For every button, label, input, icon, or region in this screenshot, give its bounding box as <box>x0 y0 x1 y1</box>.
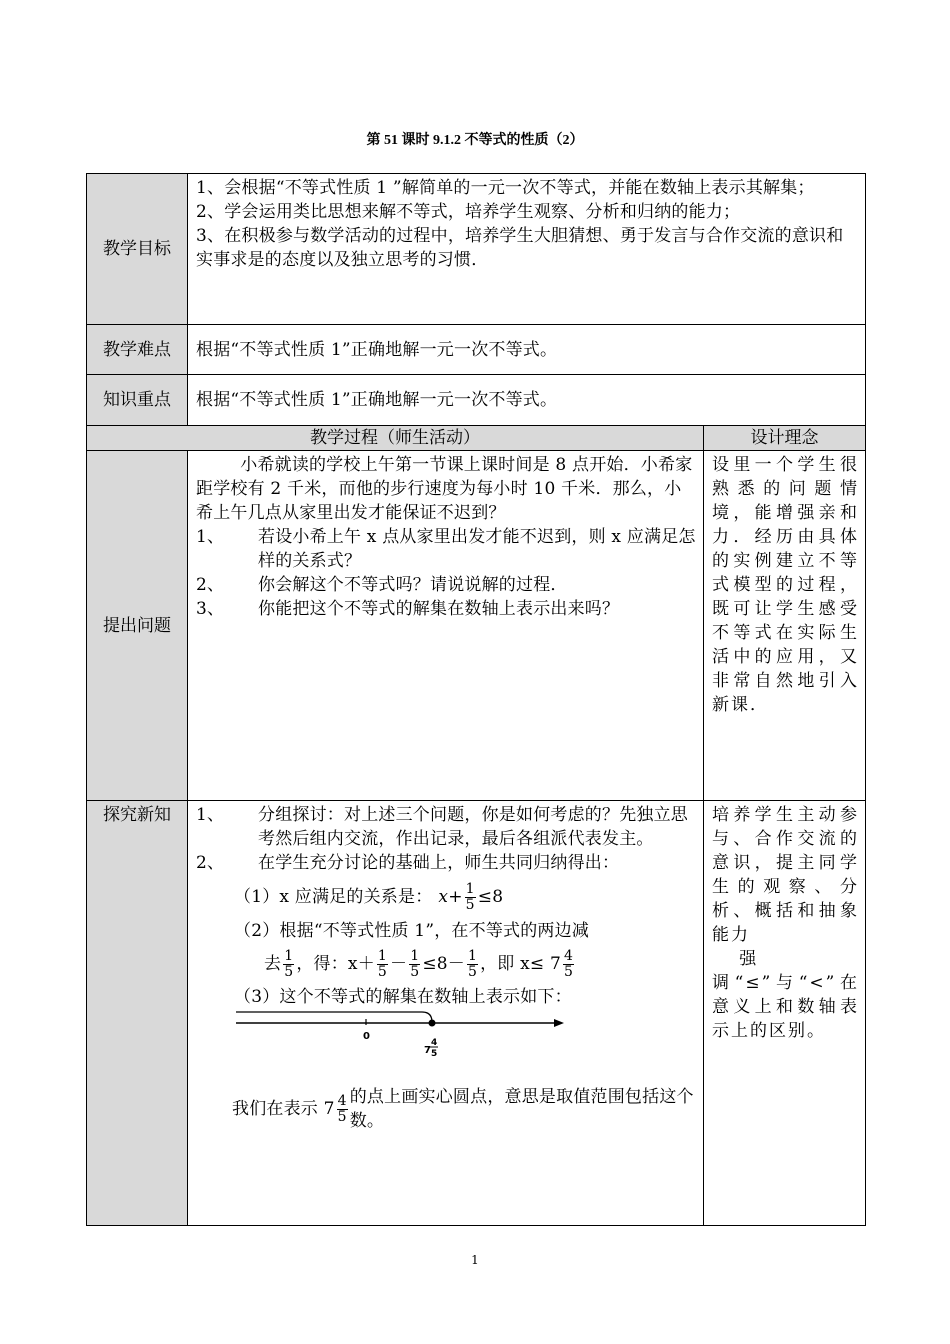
goals-content <box>188 174 866 325</box>
fraction-numerator: 1 <box>410 947 420 964</box>
section-ask-content <box>188 451 704 801</box>
page-title: 第 51 课时 9.1.2 不等式的性质（2） <box>366 133 584 148</box>
goal-item-3: 3、在积极参与数学活动的过程中，培养学生大胆猜想、勇于发言与合作交流的意识和实事求是的态度以及独立思考的习惯． <box>196 226 844 270</box>
formula-1-label: （1）x 应满足的关系是： <box>234 887 433 907</box>
number-line-arrow <box>554 1019 564 1027</box>
question-2-text: 你会解这个不等式吗？请说说解的过程． <box>258 575 568 595</box>
design-note-2b: 强调“≤”与“<”在意义上和数轴表示上的区别。 <box>712 949 860 1041</box>
key-point-row <box>87 375 866 426</box>
formula-2 <box>196 943 697 985</box>
goal-item-1: 1、会根据“不等式性质 1 ”解简单的一元一次不等式，并能在数轴上表示其解集； <box>196 178 815 198</box>
conclusion-pre: 我们在表示 7 <box>232 1099 335 1119</box>
step-1-number: 1、 <box>196 805 225 825</box>
scenario-text: 小希就读的学校上午第一节课上课时间是 8 点开始．小希家距学校有 2 千米，而他的步行速度为每小时 10 千米．那么，小希上午几点从家里出发才能保证不迟到？ <box>196 455 693 523</box>
goals-row <box>87 174 866 325</box>
step-1-text: 分组探讨：对上述三个问题，你是如何考虑的？先独立思考然后组内交流，作出记录，最后各组派代表发主。 <box>258 805 688 849</box>
process-header: 教学过程（师生活动） <box>87 426 704 451</box>
fraction-denominator: 5 <box>377 963 388 980</box>
fraction-one-fifth <box>283 949 294 980</box>
design-note-2 <box>704 801 866 1226</box>
formula-1-plus: + <box>448 887 463 907</box>
fraction-denominator: 5 <box>468 963 478 980</box>
formula-3-intro: （3）这个不等式的解集在数轴上表示如下： <box>234 987 572 1007</box>
section-explore-label: 探究新知 <box>87 801 188 1226</box>
formula-2-get: ，得：x＋ <box>296 954 375 974</box>
conclusion-post: 的点上画实心圆点，意思是取值范围包括这个数。 <box>349 1087 694 1131</box>
difficulty-label: 教学难点 <box>87 325 188 375</box>
fraction-numerator: 1 <box>284 947 294 964</box>
solution-range-line <box>236 1012 432 1022</box>
fraction-numerator: 1 <box>468 947 478 964</box>
formula-1-variable: x <box>438 887 449 907</box>
fraction-one-fifth <box>465 882 476 913</box>
design-note-2a: 培养学生主动参与、合作交流的意识，提主同学生的观察、分析、概括和抽象能力 <box>712 805 860 945</box>
question-2-number: 2、 <box>196 575 225 595</box>
design-header: 设计理念 <box>704 426 866 451</box>
number-line-figure <box>196 1009 697 1079</box>
fraction-denominator: 5 <box>465 896 475 913</box>
section-explore-content <box>188 801 704 1226</box>
fraction-denominator: 5 <box>337 1108 347 1125</box>
conclusion <box>196 1085 697 1133</box>
difficulty-text: 根据“不等式性质 1”正确地解一元一次不等式。 <box>188 325 866 375</box>
step-2-number: 2、 <box>196 853 225 873</box>
section-ask-label: 提出问题 <box>87 451 188 801</box>
label-zero: 0 <box>363 1031 371 1042</box>
question-1-text: 若设小希上午 x 点从家里出发才能不迟到，则 x 应满足怎样的关系式？ <box>258 527 696 571</box>
formula-2-sub: 去 <box>264 954 282 974</box>
section-ask-row <box>87 451 866 801</box>
fraction-one-fifth <box>467 949 478 980</box>
step-2 <box>196 851 697 875</box>
difficulty-row <box>87 325 866 375</box>
fraction-four-fifths <box>337 1094 348 1125</box>
fraction-denominator: 5 <box>284 963 294 980</box>
fraction-numerator: 1 <box>465 880 475 897</box>
label-seven: 7 <box>424 1045 432 1056</box>
label-five: 5 <box>431 1049 438 1059</box>
key-point-text: 根据“不等式性质 1”正确地解一元一次不等式。 <box>188 375 866 426</box>
header-row <box>87 426 866 451</box>
goals-label: 教学目标 <box>87 174 188 325</box>
lesson-plan-table <box>86 173 866 1226</box>
formula-1 <box>196 875 697 919</box>
formula-2-minus: － <box>390 954 408 974</box>
formula-2-end: ，即 x≤ 7 <box>480 954 561 974</box>
fraction-denominator: 5 <box>563 963 574 980</box>
number-line <box>232 1009 572 1075</box>
fraction-one-fifth <box>377 949 388 980</box>
step-2-text: 在学生充分讨论的基础上，师生共同归纳得出： <box>258 853 620 873</box>
formula-1-leq: ≤8 <box>477 887 504 907</box>
page-number: 1 <box>471 1253 479 1267</box>
fraction-numerator: 4 <box>563 947 574 964</box>
question-1-number: 1、 <box>196 527 225 547</box>
design-note-1: 设里一个学生很熟悉的问题情境，能增强亲和力．经历由具体的实例建立不等式模型的过程，既可让学生感受不等式在实际生活中的应用，又非常自然地引入新课． <box>704 451 866 801</box>
label-four: 4 <box>431 1038 438 1048</box>
formula-2-intro: （2）根据“不等式性质 1”，在不等式的两边减 <box>234 921 590 941</box>
question-3-text: 你能把这个不等式的解集在数轴上表示出来吗？ <box>258 599 620 619</box>
fraction-denominator: 5 <box>410 963 420 980</box>
question-2 <box>196 573 697 597</box>
section-explore-row <box>87 801 866 1226</box>
formula-2-leq: ≤8－ <box>422 954 465 974</box>
question-3-number: 3、 <box>196 599 225 619</box>
fraction-four-fifths <box>563 949 574 980</box>
goal-item-2: 2、学会运用类比思想来解不等式，培养学生观察、分析和归纳的能力； <box>196 202 741 222</box>
step-1 <box>196 803 697 851</box>
question-3 <box>196 597 697 621</box>
fraction-numerator: 4 <box>337 1092 347 1109</box>
fraction-one-fifth <box>409 949 420 980</box>
fraction-numerator: 1 <box>377 947 388 964</box>
key-point-label: 知识重点 <box>87 375 188 426</box>
solid-point <box>429 1020 436 1027</box>
